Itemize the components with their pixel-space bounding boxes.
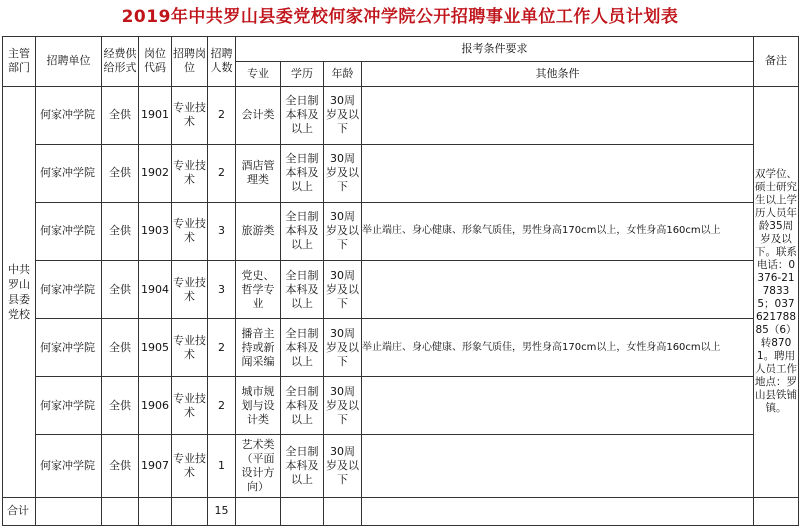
header-code: 岗位代码 [139,37,172,87]
unit-cell: 何家冲学院 [36,261,102,319]
age-cell: 30周岁及以下 [324,202,362,260]
count-cell: 2 [208,144,236,202]
total-count: 15 [208,497,236,525]
position-cell: 专业技术 [172,435,208,497]
dept-cell: 中共罗山县委党校 [3,86,36,497]
major-cell: 城市规划与设计类 [236,377,281,435]
recruitment-plan-table [2,36,799,526]
header-age: 年龄 [324,61,362,86]
count-cell: 2 [208,377,236,435]
other-cell: 举止端庄、身心健康、形象气质佳，男性身高170cm以上，女性身高160cm以上 [362,202,754,260]
header-position: 招聘岗位 [172,37,208,87]
header-remark: 备注 [754,37,799,87]
position-cell: 专业技术 [172,202,208,260]
header-unit: 招聘单位 [36,37,102,87]
header-requirements: 报考条件要求 [236,37,754,62]
code-cell: 1904 [139,261,172,319]
education-cell: 全日制本科及以上 [281,86,324,144]
funding-cell: 全供 [102,144,139,202]
code-cell: 1906 [139,377,172,435]
code-cell: 1903 [139,202,172,260]
funding-cell: 全供 [102,261,139,319]
total-label: 合计 [3,497,36,525]
unit-cell: 何家冲学院 [36,377,102,435]
count-cell: 2 [208,86,236,144]
header-row-1 [3,37,799,62]
table-row [3,319,799,377]
remark-cell: 双学位、硕士研究生以上学历人员年龄35周岁及以下。联系电话：0376-2178335；03762178885（6）转8701。聘用人员工作地点：罗山县铁铺镇。 [754,86,799,497]
age-cell: 30周岁及以下 [324,435,362,497]
other-cell [362,377,754,435]
age-cell: 30周岁及以下 [324,86,362,144]
page-title: 2019年中共罗山县委党校何家冲学院公开招聘事业单位工作人员计划表 [121,7,679,27]
count-cell: 3 [208,202,236,260]
other-cell [362,86,754,144]
major-cell: 旅游类 [236,202,281,260]
other-cell: 举止端庄、身心健康、形象气质佳，男性身高170cm以上，女性身高160cm以上 [362,319,754,377]
age-cell: 30周岁及以下 [324,261,362,319]
count-cell: 2 [208,319,236,377]
unit-cell: 何家冲学院 [36,319,102,377]
code-cell: 1907 [139,435,172,497]
unit-cell: 何家冲学院 [36,86,102,144]
other-cell [362,261,754,319]
header-dept: 主管部门 [3,37,36,87]
education-cell: 全日制本科及以上 [281,377,324,435]
table-row [3,261,799,319]
header-major: 专业 [236,61,281,86]
position-cell: 专业技术 [172,377,208,435]
code-cell: 1901 [139,86,172,144]
funding-cell: 全供 [102,86,139,144]
unit-cell: 何家冲学院 [36,435,102,497]
code-cell: 1905 [139,319,172,377]
position-cell: 专业技术 [172,319,208,377]
total-row [3,497,799,525]
other-cell [362,144,754,202]
major-cell: 播音主持或新闻采编 [236,319,281,377]
table-row [3,144,799,202]
unit-cell: 何家冲学院 [36,202,102,260]
education-cell: 全日制本科及以上 [281,319,324,377]
header-count: 招聘人数 [208,37,236,87]
major-cell: 党史、哲学专业 [236,261,281,319]
education-cell: 全日制本科及以上 [281,144,324,202]
position-cell: 专业技术 [172,144,208,202]
header-funding: 经费供给形式 [102,37,139,87]
table-row [3,377,799,435]
major-cell: 会计类 [236,86,281,144]
funding-cell: 全供 [102,319,139,377]
funding-cell: 全供 [102,377,139,435]
header-education: 学历 [281,61,324,86]
age-cell: 30周岁及以下 [324,319,362,377]
position-cell: 专业技术 [172,261,208,319]
count-cell: 1 [208,435,236,497]
count-cell: 3 [208,261,236,319]
table-row [3,202,799,260]
age-cell: 30周岁及以下 [324,377,362,435]
education-cell: 全日制本科及以上 [281,261,324,319]
funding-cell: 全供 [102,435,139,497]
education-cell: 全日制本科及以上 [281,435,324,497]
table-row [3,86,799,144]
code-cell: 1902 [139,144,172,202]
header-other: 其他条件 [362,61,754,86]
position-cell: 专业技术 [172,86,208,144]
table-row [3,435,799,497]
major-cell: 艺术类（平面设计方向） [236,435,281,497]
education-cell: 全日制本科及以上 [281,202,324,260]
other-cell [362,435,754,497]
major-cell: 酒店管理类 [236,144,281,202]
funding-cell: 全供 [102,202,139,260]
age-cell: 30周岁及以下 [324,144,362,202]
unit-cell: 何家冲学院 [36,144,102,202]
